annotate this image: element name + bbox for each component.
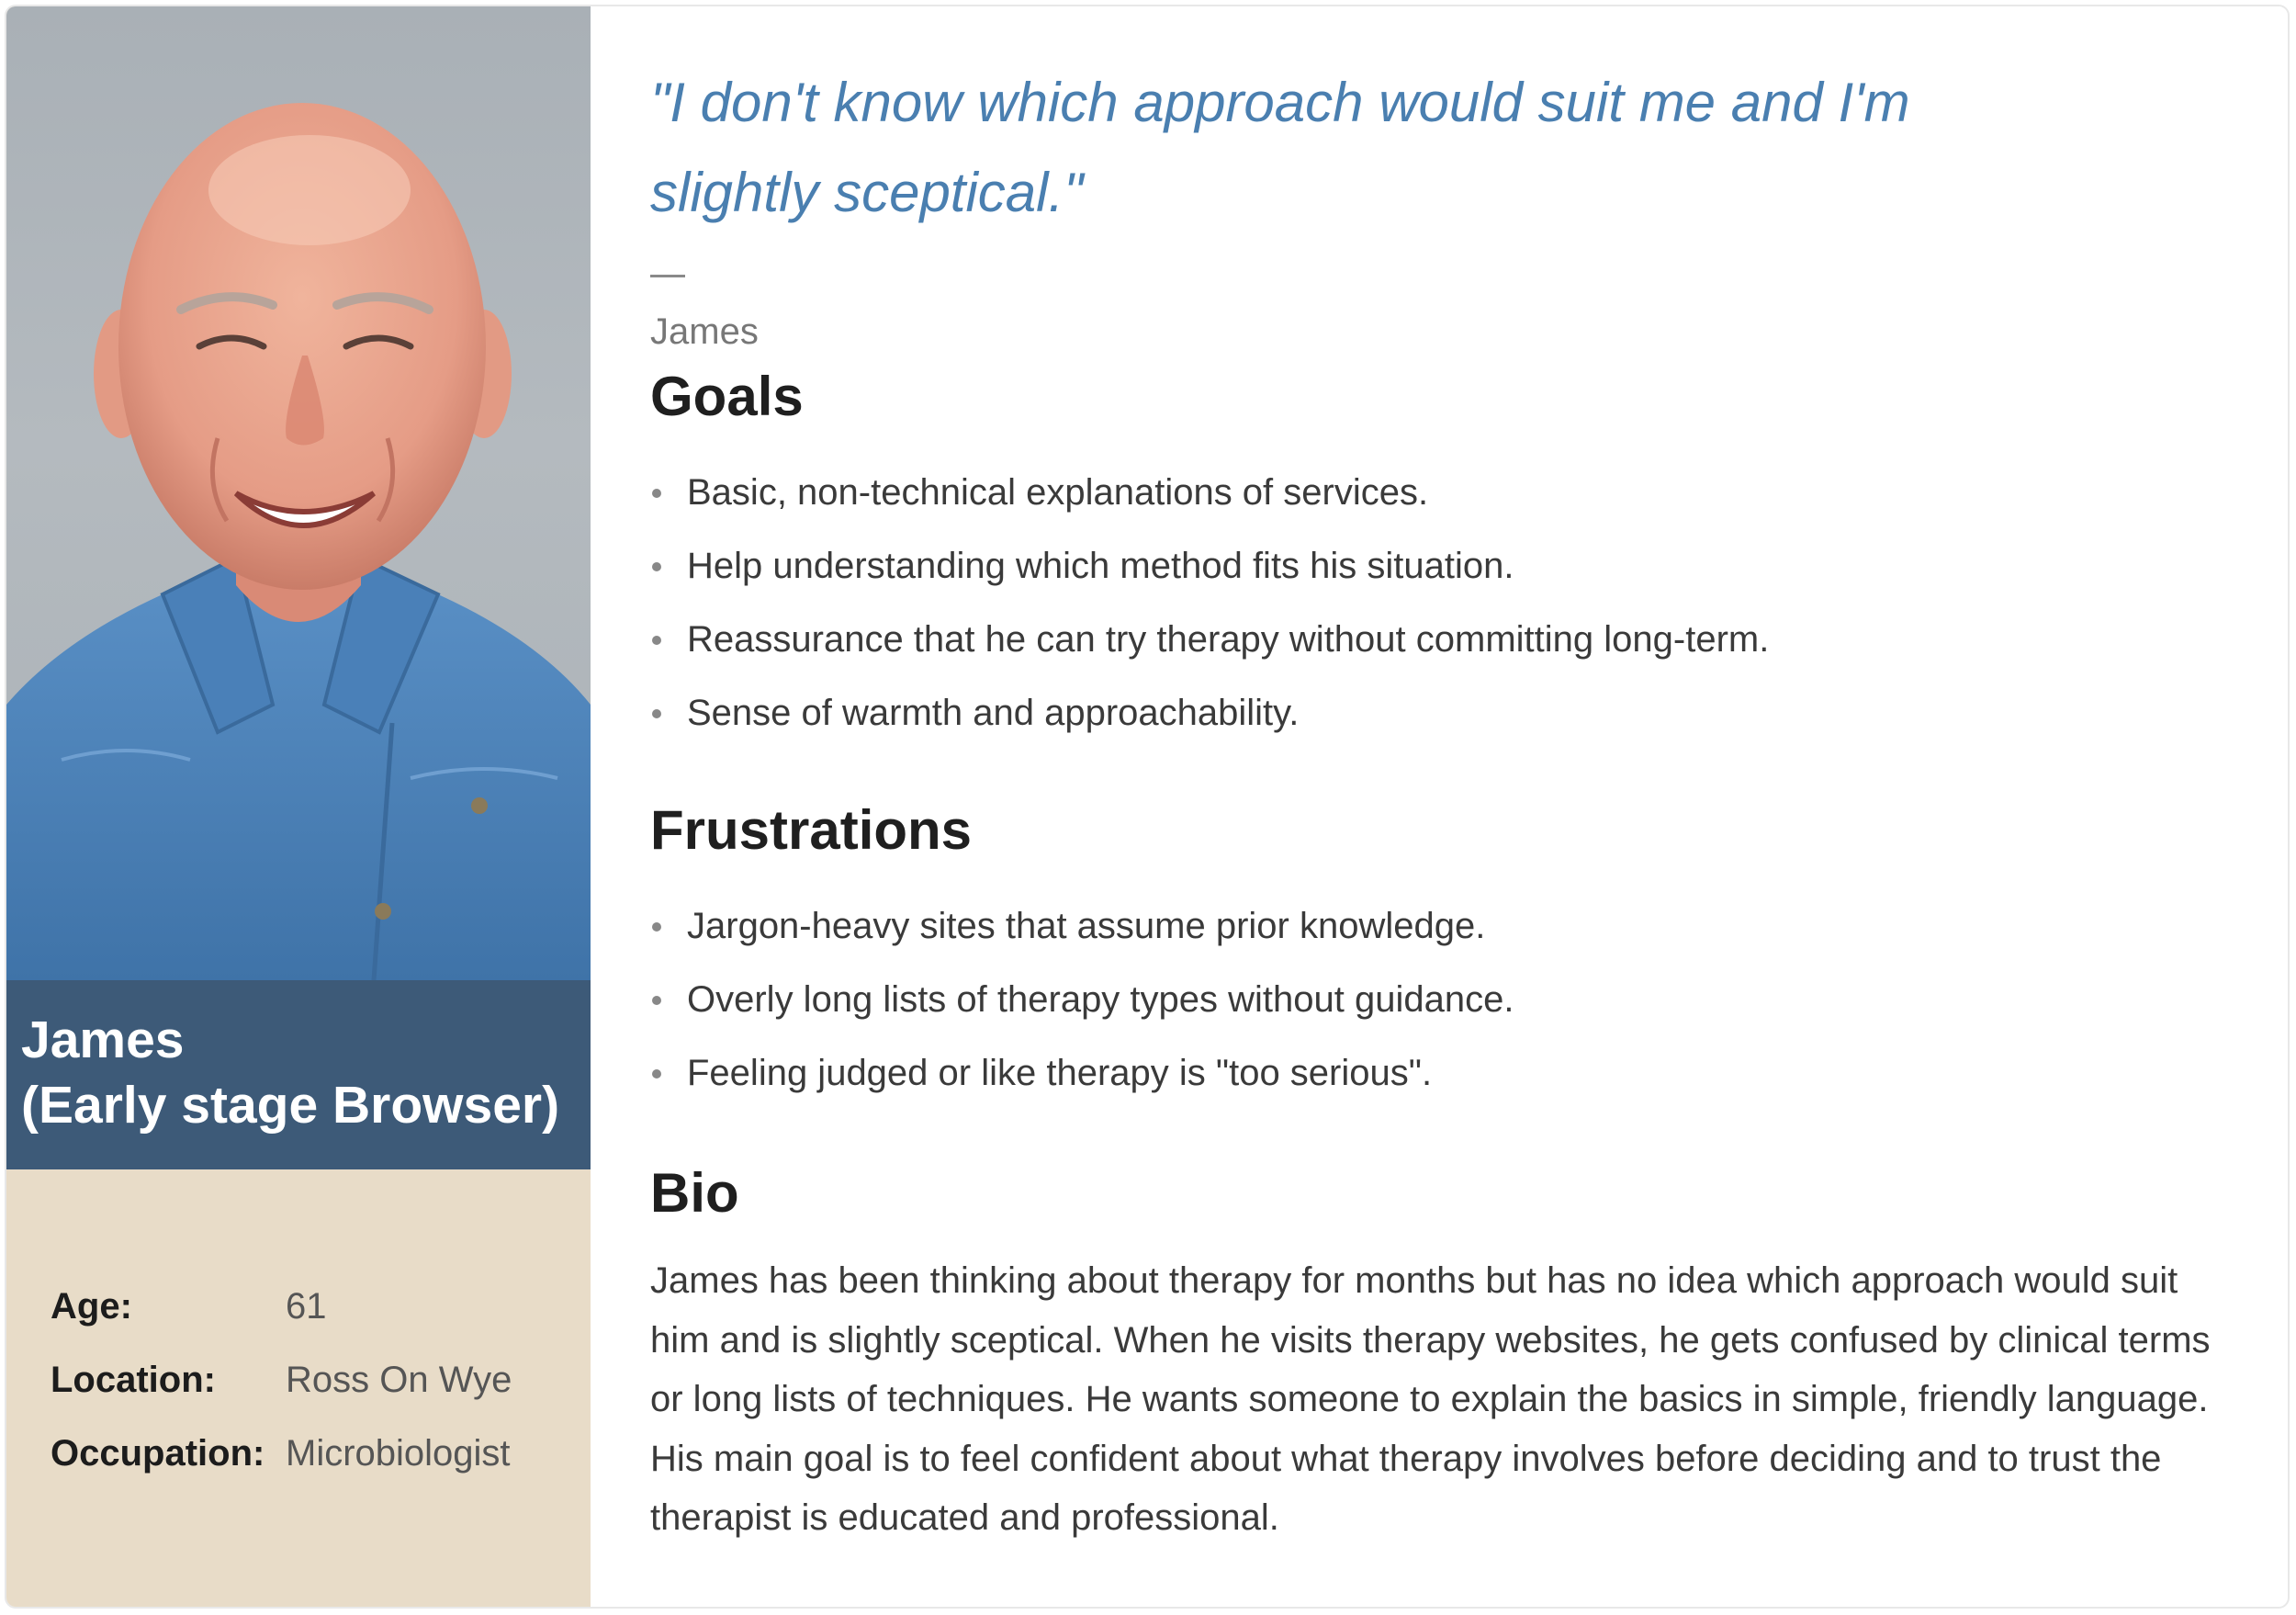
quote-divider: [650, 275, 685, 277]
bio-line: His main goal is to feel confident about what therapy involves before deciding and to trust the: [650, 1438, 2162, 1479]
bullet-icon: [652, 709, 661, 718]
detail-row-occupation: [51, 1417, 574, 1490]
quote-author: James: [650, 311, 759, 352]
list-item: [650, 676, 2212, 750]
goal-text: Sense of warmth and approachability.: [687, 693, 1300, 733]
goals-heading: Goals: [650, 366, 804, 427]
bio-heading: Bio: [650, 1162, 739, 1224]
list-item: [650, 456, 2212, 529]
persona-quote: [650, 58, 2028, 238]
persona-role: (Early stage Browser): [21, 1076, 560, 1135]
detail-value: Microbiologist: [286, 1432, 511, 1474]
bullet-icon: [652, 636, 661, 645]
detail-label: Age:: [51, 1285, 132, 1327]
detail-label: Occupation:: [51, 1432, 265, 1474]
quote-line: "I don't know which approach would suit me and I'm: [650, 72, 1910, 133]
detail-row-age: [51, 1270, 574, 1343]
persona-details: [51, 1270, 574, 1490]
bio-line: him and is slightly sceptical. When he visits therapy websites, he gets confused by clinical terms: [650, 1319, 2211, 1361]
list-item: [650, 529, 2212, 603]
bio-text: [650, 1251, 2230, 1548]
list-item: [650, 1036, 2212, 1110]
quote-line: slightly sceptical.": [650, 162, 1084, 223]
bio-line: or long lists of techniques. He wants someone to explain the basics in simple, friendly language.: [650, 1379, 2209, 1419]
frustration-text: Feeling judged or like therapy is "too serious".: [687, 1053, 1433, 1093]
detail-row-location: [51, 1343, 574, 1417]
persona-name: James: [21, 1011, 185, 1069]
bio-line: therapist is educated and professional.: [650, 1497, 1279, 1538]
bullet-icon: [652, 922, 661, 932]
list-item: [650, 963, 2212, 1036]
bullet-icon: [652, 996, 661, 1005]
frustration-text: Overly long lists of therapy types without guidance.: [687, 979, 1514, 1020]
bio-line: James has been thinking about therapy for months but has no idea which approach would suit: [650, 1260, 2178, 1301]
frustrations-heading: Frustrations: [650, 799, 973, 861]
goal-text: Reassurance that he can try therapy without committing long-term.: [687, 619, 1770, 660]
list-item: [650, 889, 2212, 963]
portrait-illustration: [6, 6, 591, 980]
frustrations-list: [650, 889, 2212, 1110]
portrait-photo: [6, 6, 591, 980]
persona-sidebar: [6, 6, 591, 1607]
persona-card: [5, 5, 2290, 1609]
persona-name-band: [6, 980, 591, 1169]
detail-value: 61: [286, 1285, 327, 1327]
list-item: [650, 603, 2212, 676]
goal-text: Help understanding which method fits his situation.: [687, 546, 1514, 586]
frustration-text: Jargon-heavy sites that assume prior knowledge.: [687, 906, 1486, 946]
goal-text: Basic, non-technical explanations of services.: [687, 472, 1429, 513]
bullet-icon: [652, 1069, 661, 1079]
bullet-icon: [652, 489, 661, 498]
goals-list: [650, 456, 2212, 750]
bullet-icon: [652, 562, 661, 571]
detail-value: Ross On Wye: [286, 1359, 512, 1400]
detail-label: Location:: [51, 1359, 216, 1400]
